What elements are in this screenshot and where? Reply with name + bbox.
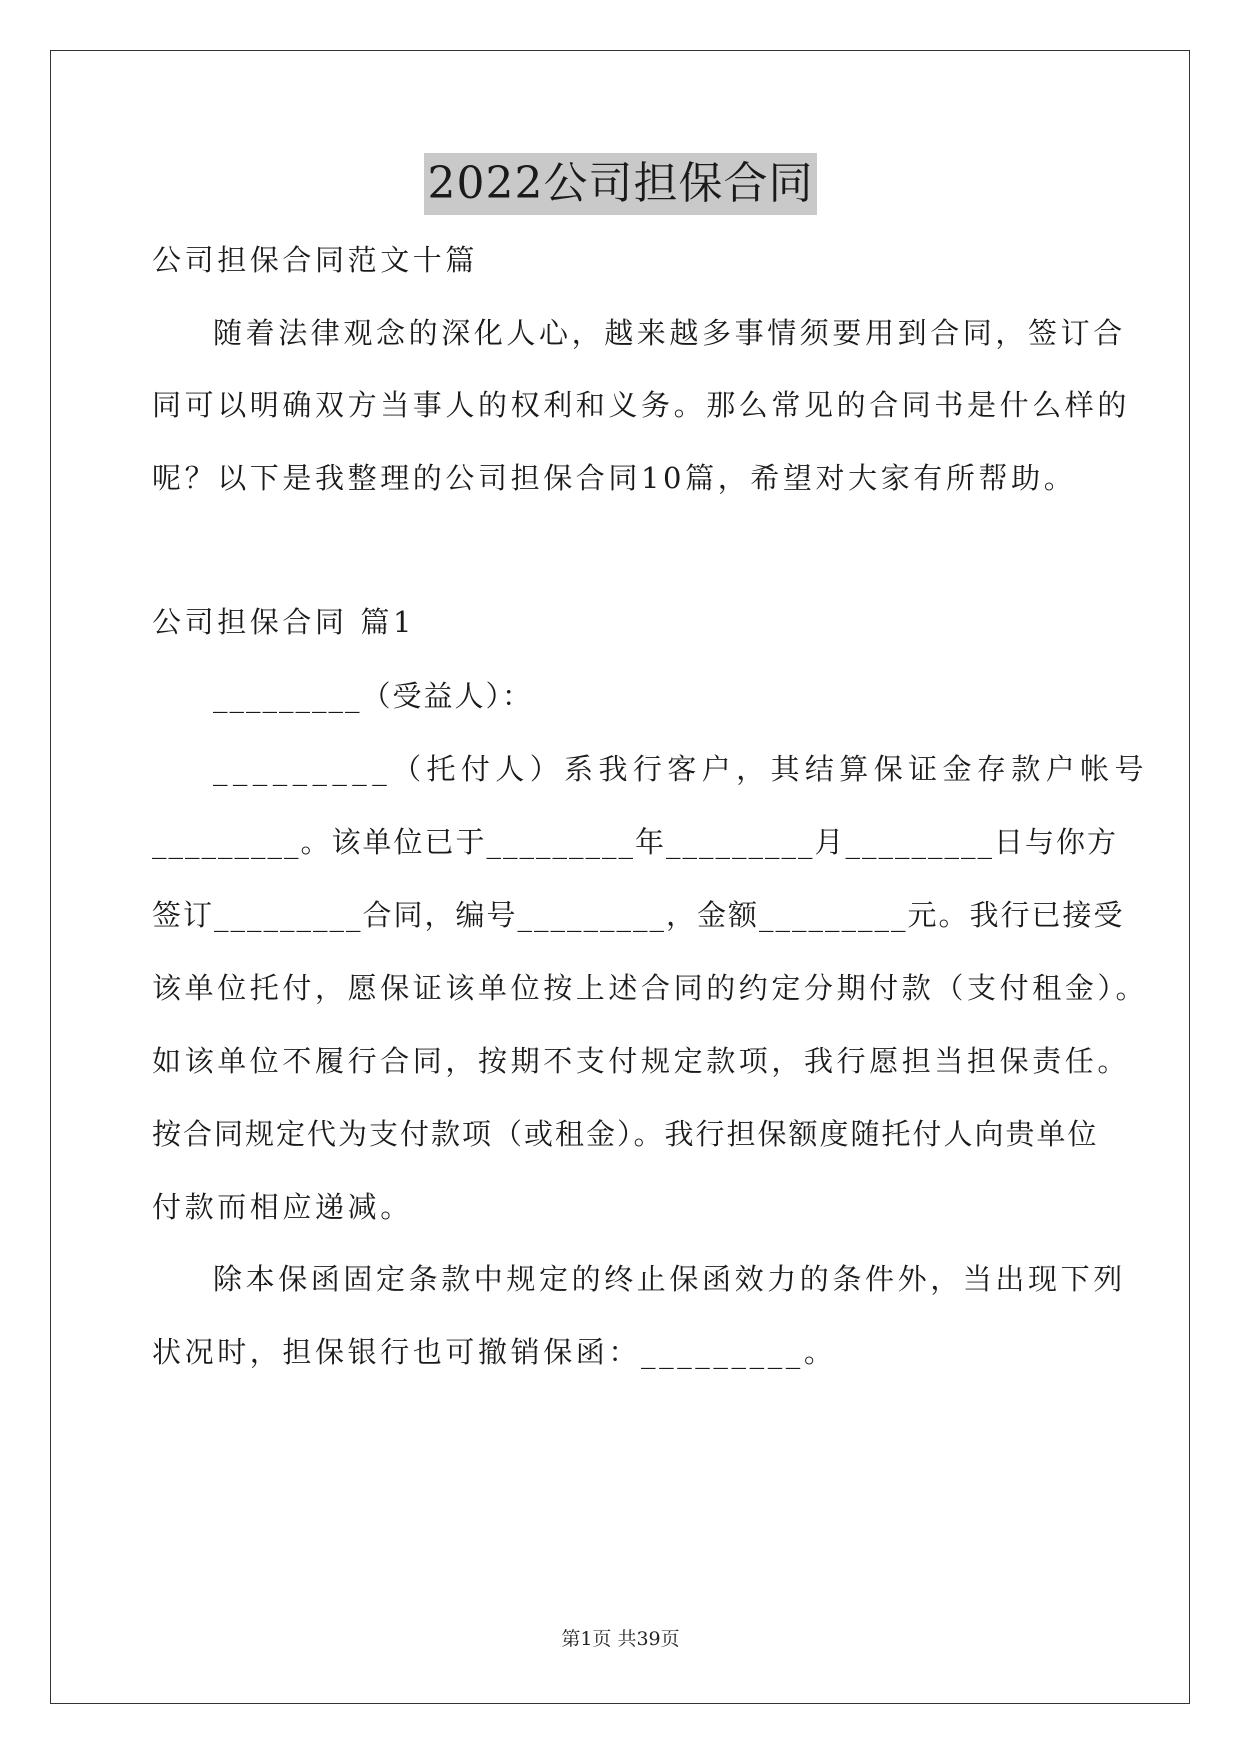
contract-line-3: _________。该单位已于_________年_________月_________日与你方 [152,825,1119,859]
page-border [50,50,1190,1704]
clause-line-1: 除本保函固定条款中规定的终止保函效力的条件外，当出现下列 [213,1262,1126,1296]
intro-line-2: 同可以明确双方当事人的权利和义务。那么常见的合同书是什么样的 [152,388,1131,422]
page-number: 第1页 共39页 [561,1628,680,1650]
title-container [0,153,1241,215]
subtitle-line: 公司担保合同范文十篇 [152,243,479,277]
contract-line-6: 如该单位不履行合同，按期不支付规定款项，我行愿担当担保责任。 [152,1044,1131,1078]
clause-line-2: 状况时，担保银行也可撤销保函：_________。 [152,1335,837,1369]
intro-line-3: 呢？以下是我整理的公司担保合同10篇，希望对大家有所帮助。 [152,461,1077,495]
intro-line-1: 随着法律观念的深化人心，越来越多事情须要用到合同，签订合 [213,316,1126,350]
contract-line-1: _________（受益人）： [213,679,534,713]
contract-line-2: _________（托付人）系我行客户，其结算保证金存款户帐号 [213,752,1149,786]
contract-line-5: 该单位托付，愿保证该单位按上述合同的约定分期付款（支付租金）。 [152,971,1149,1005]
section-heading: 公司担保合同 篇1 [152,605,416,639]
contract-line-8: 付款而相应递减。 [152,1190,413,1224]
contract-line-7: 按合同规定代为支付款项（或租金）。我行担保额度随托付人向贵单位 [152,1117,1099,1151]
contract-line-4: 签订_________合同，编号_________，金额_________元。我行已接受 [152,898,1125,932]
document-title: 2022公司担保合同 [424,153,818,215]
